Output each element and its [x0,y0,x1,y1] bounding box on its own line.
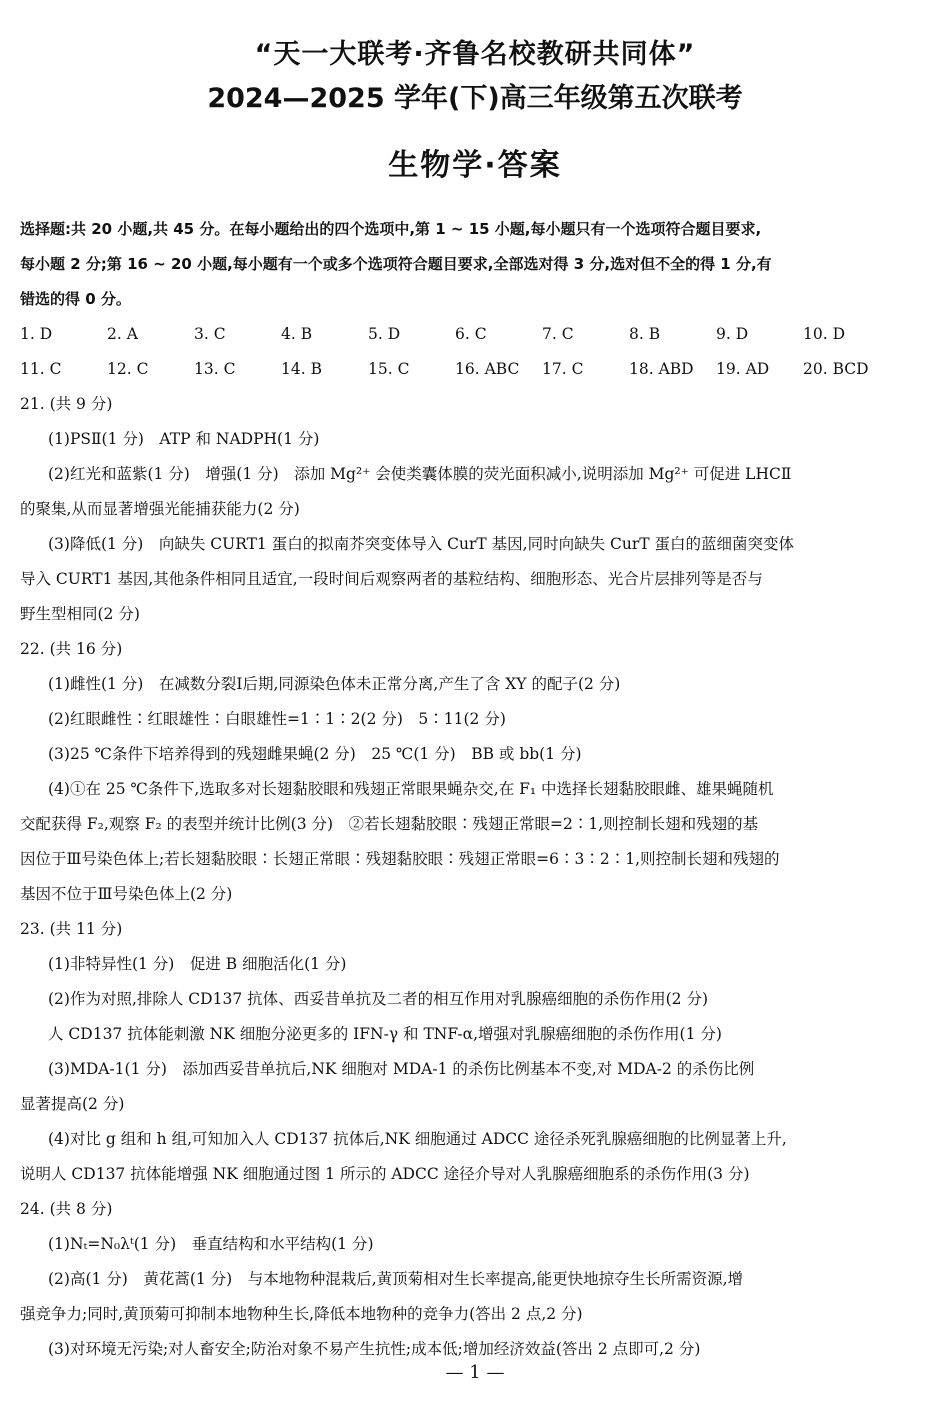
choice-answer: 13. C [194,360,236,378]
choice-answer: 16. ABC [455,360,520,378]
q22-answer-line: 因位于Ⅲ号染色体上;若长翅黏胶眼∶长翅正常眼∶残翅黏胶眼∶残翅正常眼=6∶3∶2∶1,则控制长翅和残翅的 [20,850,780,868]
q21-answer-line: (2)红光和蓝紫(1 分) 增强(1 分) 添加 Mg²⁺ 会使类囊体膜的荧光面积减小,说明添加 Mg²⁺ 可促进 LHCⅡ [48,465,792,483]
choice-answers-row-2 [20,352,930,387]
q23-answer-line: 说明人 CD137 抗体能增强 NK 细胞通过图 1 所示的 ADCC 途径介导对人乳腺癌细胞系的杀伤作用(3 分) [20,1165,750,1183]
q23-answer-line: (2)作为对照,排除人 CD137 抗体、西妥昔单抗及二者的相互作用对乳腺癌细胞的杀伤作用(2 分) [48,990,708,1008]
exam-subtitle: 2024—2025 学年(下)高三年级第五次联考 [207,83,743,114]
q21-answer-line: 野生型相同(2 分) [20,605,140,623]
choice-answer: 3. C [194,325,226,343]
q24-answer-line: (2)高(1 分) 黄花蒿(1 分) 与本地物种混栽后,黄顶菊相对生长率提高,能更快地掠夺生长所需资源,增 [48,1270,744,1288]
q23-answer-line: 显著提高(2 分) [20,1095,125,1113]
choice-answer: 19. AD [716,360,770,378]
intro-line: 选择题:共 20 小题,共 45 分。在每小题给出的四个选项中,第 1 ~ 15 小题,每小题只有一个选项符合题目要求, [20,220,762,238]
q21-answer-line: (1)PSⅡ(1 分) ATP 和 NADPH(1 分) [48,430,320,448]
q22-heading: 22. (共 16 分) [20,640,123,658]
choice-answer: 9. D [716,325,749,343]
q23-heading: 23. (共 11 分) [20,920,123,938]
choice-answer: 17. C [542,360,584,378]
choice-answer: 15. C [368,360,410,378]
q21-answer-line: 导入 CURT1 基因,其他条件相同且适宜,一段时间后观察两者的基粒结构、细胞形态、光合片层排列等是否与 [20,570,763,588]
choice-answer: 6. C [455,325,487,343]
q22-answer-line: 交配获得 F₂,观察 F₂ 的表型并统计比例(3 分) ②若长翅黏胶眼∶残翅正常眼=2∶1,则控制长翅和残翅的基 [20,815,759,833]
choice-answer: 20. BCD [803,360,869,378]
choice-answers-row-1 [20,317,930,352]
q24-answer-line: (1)Nₜ=N₀λᵗ(1 分) 垂直结构和水平结构(1 分) [48,1235,374,1253]
q21-answer-line: (3)降低(1 分) 向缺失 CURT1 蛋白的拟南芥突变体导入 CurT 基因,同时向缺失 CurT 蛋白的蓝细菌突变体 [48,535,795,553]
q23-answer-line: (4)对比 g 组和 h 组,可知加入人 CD137 抗体后,NK 细胞通过 ADCC 途径杀死乳腺癌细胞的比例显著上升, [48,1130,787,1148]
q22-answer-line: (1)雌性(1 分) 在减数分裂Ⅰ后期,同源染色体未正常分离,产生了含 XY 的配子(2 分) [48,675,621,693]
choice-answer: 10. D [803,325,846,343]
choice-answer: 8. B [629,325,661,343]
subject-title: 生物学·答案 [388,148,562,183]
q23-answer-line: (3)MDA-1(1 分) 添加西妥昔单抗后,NK 细胞对 MDA-1 的杀伤比例基本不变,对 MDA-2 的杀伤比例 [48,1060,755,1078]
choice-answer: 4. B [281,325,313,343]
choice-answer: 12. C [107,360,149,378]
intro-line: 错选的得 0 分。 [20,290,131,308]
q24-heading: 24. (共 8 分) [20,1200,113,1218]
q21-answer-line: 的聚集,从而显著增强光能捕获能力(2 分) [20,500,300,518]
q23-answer-line: 人 CD137 抗体能刺激 NK 细胞分泌更多的 IFN-γ 和 TNF-α,增强对乳腺癌细胞的杀伤作用(1 分) [48,1025,722,1043]
choice-answer: 1. D [20,325,53,343]
exam-title: “天一大联考·齐鲁名校教研共同体” [254,39,696,70]
q24-answer-line: (3)对环境无污染;对人畜安全;防治对象不易产生抗性;成本低;增加经济效益(答出 2 点即可,2 分) [48,1340,701,1358]
q23-answer-line: (1)非特异性(1 分) 促进 B 细胞活化(1 分) [48,955,347,973]
q22-answer-line: (2)红眼雌性∶红眼雄性∶白眼雄性=1∶1∶2(2 分) 5∶11(2 分) [48,710,506,728]
q24-answer-line: 强竞争力;同时,黄顶菊可抑制本地物种生长,降低本地物种的竞争力(答出 2 点,2 分) [20,1305,583,1323]
q21-heading: 21. (共 9 分) [20,395,113,413]
choice-answer: 5. D [368,325,401,343]
answer-body [20,212,930,1367]
q22-answer-line: 基因不位于Ⅲ号染色体上(2 分) [20,885,233,903]
choice-answer: 14. B [281,360,322,378]
choice-answer: 18. ABD [629,360,694,378]
choice-answer: 11. C [20,360,62,378]
intro-line: 每小题 2 分;第 16 ~ 20 小题,每小题有一个或多个选项符合题目要求,全部选对得 3 分,选对但不全的得 1 分,有 [20,255,772,273]
page-number: — 1 — [445,1362,505,1383]
choice-answer: 7. C [542,325,574,343]
q22-answer-line: (4)①在 25 ℃条件下,选取多对长翅黏胶眼和残翅正常眼果蝇杂交,在 F₁ 中选择长翅黏胶眼雌、雄果蝇随机 [48,780,774,798]
choice-answer: 2. A [107,325,138,343]
q22-answer-line: (3)25 ℃条件下培养得到的残翅雌果蝇(2 分) 25 ℃(1 分) BB 或 bb(1 分) [48,745,582,763]
